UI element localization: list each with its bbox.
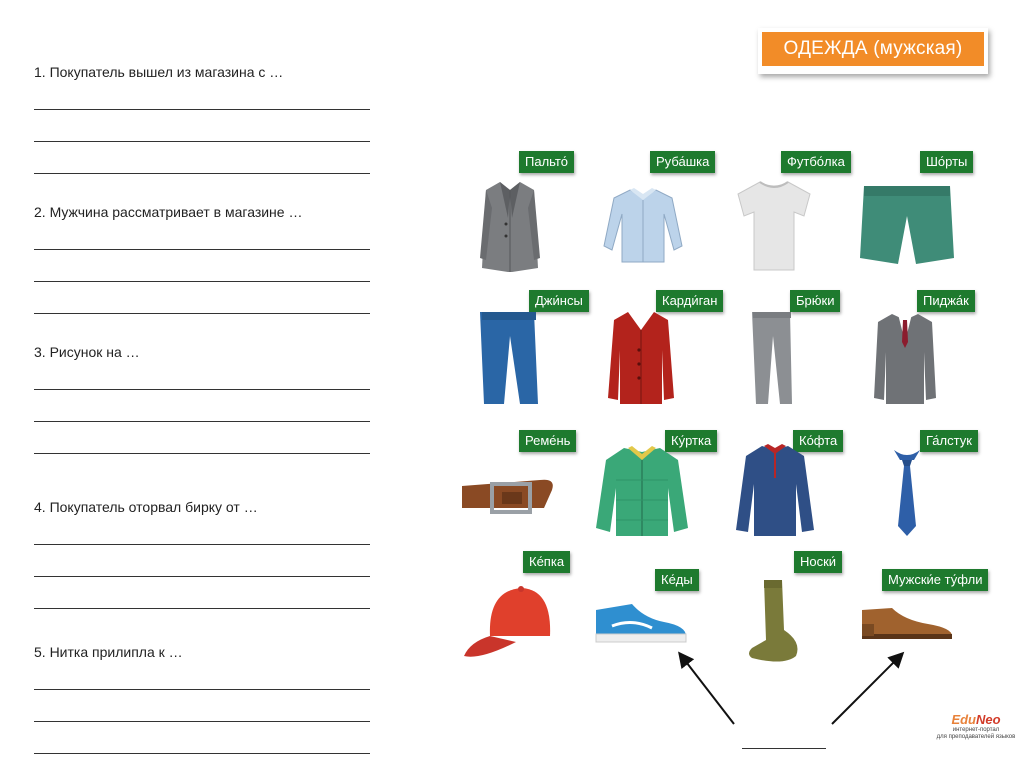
label-sneakers: Ке́ды [655, 569, 699, 591]
belt-icon [460, 460, 556, 520]
shirt-icon [602, 186, 684, 266]
answer-line[interactable] [34, 313, 370, 314]
answer-line[interactable] [34, 544, 370, 545]
arrow-right [832, 654, 902, 724]
label-cardigan: Карди́ган [656, 290, 723, 312]
answer-line[interactable] [34, 608, 370, 609]
label-shoes: Мужски́е ту́фли [882, 569, 988, 591]
page-title: ОДЕЖДА (мужская) [762, 32, 984, 66]
answer-line[interactable] [34, 453, 370, 454]
label-puffer: Ку́ртка [665, 430, 717, 452]
cap-icon [460, 580, 560, 664]
cardigan-icon [606, 310, 676, 406]
label-jacket: Пиджа́к [917, 290, 975, 312]
label-trousers: Брю́ки [790, 290, 840, 312]
answer-blank[interactable] [742, 748, 826, 749]
label-jeans: Джи́нсы [529, 290, 589, 312]
label-tshirt: Футбо́лка [781, 151, 851, 173]
question-2: 2. Мужчина рассматривает в магазине … [34, 204, 303, 220]
answer-line[interactable] [34, 689, 370, 690]
edu-neo-logo [935, 712, 1017, 741]
answer-line[interactable] [34, 141, 370, 142]
title-box [758, 28, 988, 74]
shorts-icon [858, 182, 956, 268]
arrows [660, 640, 920, 740]
answer-line[interactable] [34, 109, 370, 110]
tshirt-icon [734, 178, 814, 274]
answer-line[interactable] [34, 249, 370, 250]
question-1: 1. Покупатель вышел из магазина с … [34, 64, 284, 80]
logo-line2: для преподавателей языков [936, 734, 1016, 740]
label-sweater: Ко́фта [793, 430, 843, 452]
jeans-icon [476, 310, 540, 406]
coat-icon [478, 178, 542, 274]
arrow-left [680, 654, 734, 724]
answer-line[interactable] [34, 753, 370, 754]
label-coat: Пальто́ [519, 151, 574, 173]
answer-line[interactable] [34, 721, 370, 722]
question-5: 5. Нитка прилипла к … [34, 644, 183, 660]
shoes-icon [858, 602, 956, 642]
answer-line[interactable] [34, 576, 370, 577]
puffer-jacket-icon [594, 444, 690, 540]
sweater-icon [734, 444, 816, 540]
answer-line[interactable] [34, 281, 370, 282]
label-belt: Реме́нь [519, 430, 576, 452]
label-shorts: Шо́рты [920, 151, 973, 173]
logo-name: EduNeo [951, 712, 1001, 727]
label-socks: Носки́ [794, 551, 842, 573]
question-4: 4. Покупатель оторвал бирку от … [34, 499, 258, 515]
question-3: 3. Рисунок на … [34, 344, 140, 360]
necktie-icon [890, 446, 924, 538]
label-cap: Ке́пка [523, 551, 570, 573]
logo-line1: интернет-портал [952, 727, 1000, 733]
sneakers-icon [592, 596, 690, 646]
label-tie: Га́лстук [920, 430, 978, 452]
answer-line[interactable] [34, 389, 370, 390]
suit-jacket-icon [872, 312, 938, 406]
label-shirt: Руба́шка [650, 151, 715, 173]
trousers-icon [748, 310, 796, 406]
answer-line[interactable] [34, 173, 370, 174]
answer-line[interactable] [34, 421, 370, 422]
